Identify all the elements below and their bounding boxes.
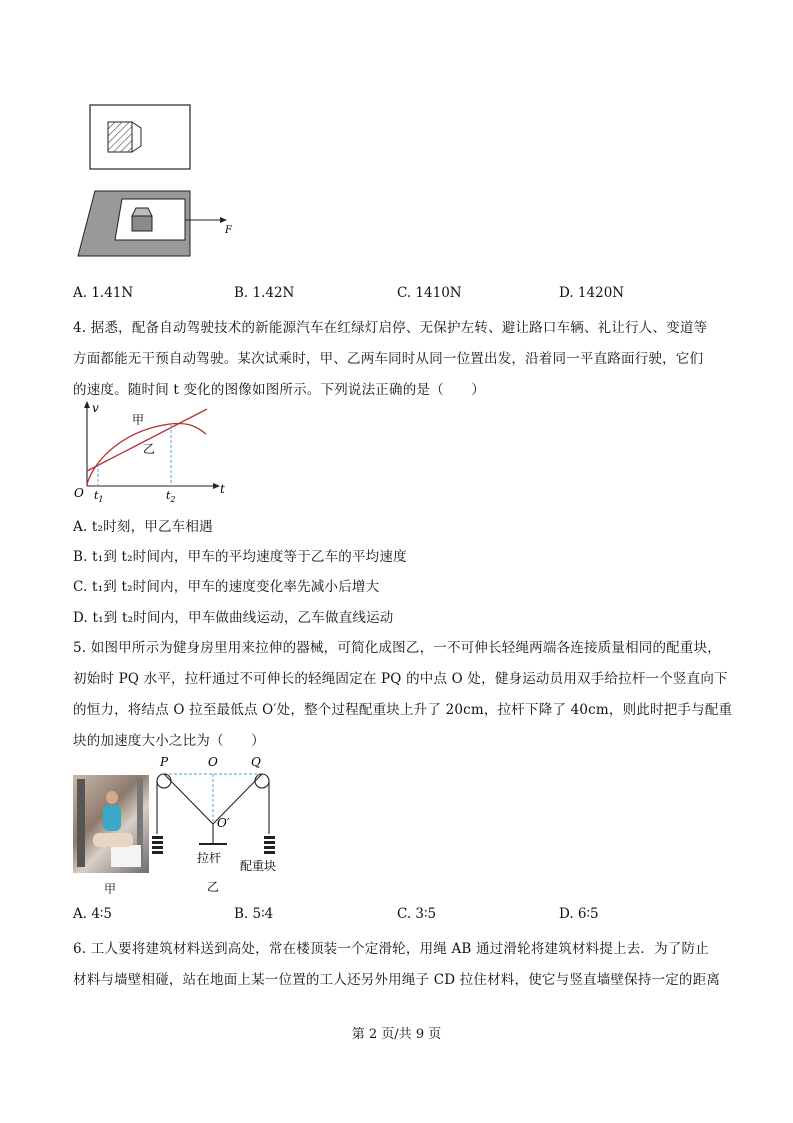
origin-label: O <box>74 486 84 500</box>
q5-stem-line-2: 初始时 PQ 水平，拉杆通过不可伸长的轻绳固定在 PQ 的中点 O 处，健身运动员用双手给拉杆一个竖直向下 <box>73 671 728 687</box>
q5-option-b: B. 5∶4 <box>234 906 274 922</box>
q4-option-c: C. t₁到 t₂时间内，甲车的速度变化率先减小后增大 <box>73 579 380 595</box>
q3-figure <box>75 98 255 266</box>
q4-stem-line-1: 4. 据悉，配备自动驾驶技术的新能源汽车在红绿灯启停、无保护左转、避让路口车辆、礼让行人、变道等 <box>73 320 708 336</box>
q3-option-d: D. 1420N <box>559 285 625 301</box>
q4-stem-line-2: 方面都能无干预自动驾驶。某次试乘时，甲、乙两车同时从同一位置出发，沿着同一平直路面行驶，它们 <box>73 351 704 367</box>
q6-stem-line-1: 6. 工人要将建筑材料送到高处，常在楼顶装一个定滑轮，用绳 AB 通过滑轮将建筑材料提上去．为了防止 <box>73 941 709 957</box>
q4-vt-graph <box>70 398 230 506</box>
t2-label: $t_2$ <box>166 489 176 504</box>
rod-label: 拉杆 <box>197 851 222 865</box>
q4-stem-line-3: 的速度。随时间 t 变化的图像如图所示。下列说法正确的是（ ） <box>73 382 485 398</box>
weight-label: 配重块 <box>240 859 277 873</box>
point-o-prime-label: O′ <box>217 816 230 830</box>
q5-pulley-diagram <box>152 754 292 899</box>
gym-photo <box>73 775 149 873</box>
q6-stem-line-2: 材料与墙壁相碰，站在地面上某一位置的工人还另外用绳子 CD 拉住材料，使它与竖直墙壁保持一定的距离 <box>73 972 721 988</box>
q5-stem-line-3: 的恒力，将结点 O 拉至最低点 O′处，整个过程配重块上升了 20cm，拉杆下降了 40cm，则此时把手与配重 <box>73 702 733 718</box>
q5-option-a: A. 4∶5 <box>73 906 113 922</box>
q5-stem-line-4: 块的加速度大小之比为（ ） <box>73 733 265 749</box>
q5-stem-line-1: 5. 如图甲所示为健身房里用来拉伸的器械，可简化成图乙，一不可伸长轻绳两端各连接质量相同的配重块， <box>73 640 721 656</box>
diagram-caption: 乙 <box>207 880 220 894</box>
point-o-label: O <box>208 755 218 769</box>
q4-option-a: A. t₂时刻，甲乙车相遇 <box>73 519 213 535</box>
q5-option-d: D. 6∶5 <box>559 906 599 922</box>
point-q-label: Q <box>251 755 261 769</box>
q4-option-b: B. t₁到 t₂时间内，甲车的平均速度等于乙车的平均速度 <box>73 549 407 565</box>
v-axis-label: v <box>92 401 99 415</box>
point-p-label: P <box>160 755 169 769</box>
curve-jia-label: 甲 <box>132 413 145 427</box>
line-yi-label: 乙 <box>143 442 156 456</box>
force-label: F <box>225 225 232 236</box>
page-number: 第 2 页/共 9 页 <box>351 1027 442 1042</box>
t-axis-label: t <box>220 482 225 496</box>
t1-label: $t_1$ <box>94 489 104 504</box>
q3-option-b: B. 1.42N <box>234 285 295 301</box>
photo-caption: 甲 <box>104 882 117 896</box>
q3-option-a: A. 1.41N <box>73 285 134 301</box>
q5-option-c: C. 3∶5 <box>397 906 437 922</box>
q4-option-d: D. t₁到 t₂时间内，甲车做曲线运动，乙车做直线运动 <box>73 610 394 626</box>
q3-option-c: C. 1410N <box>397 285 462 301</box>
